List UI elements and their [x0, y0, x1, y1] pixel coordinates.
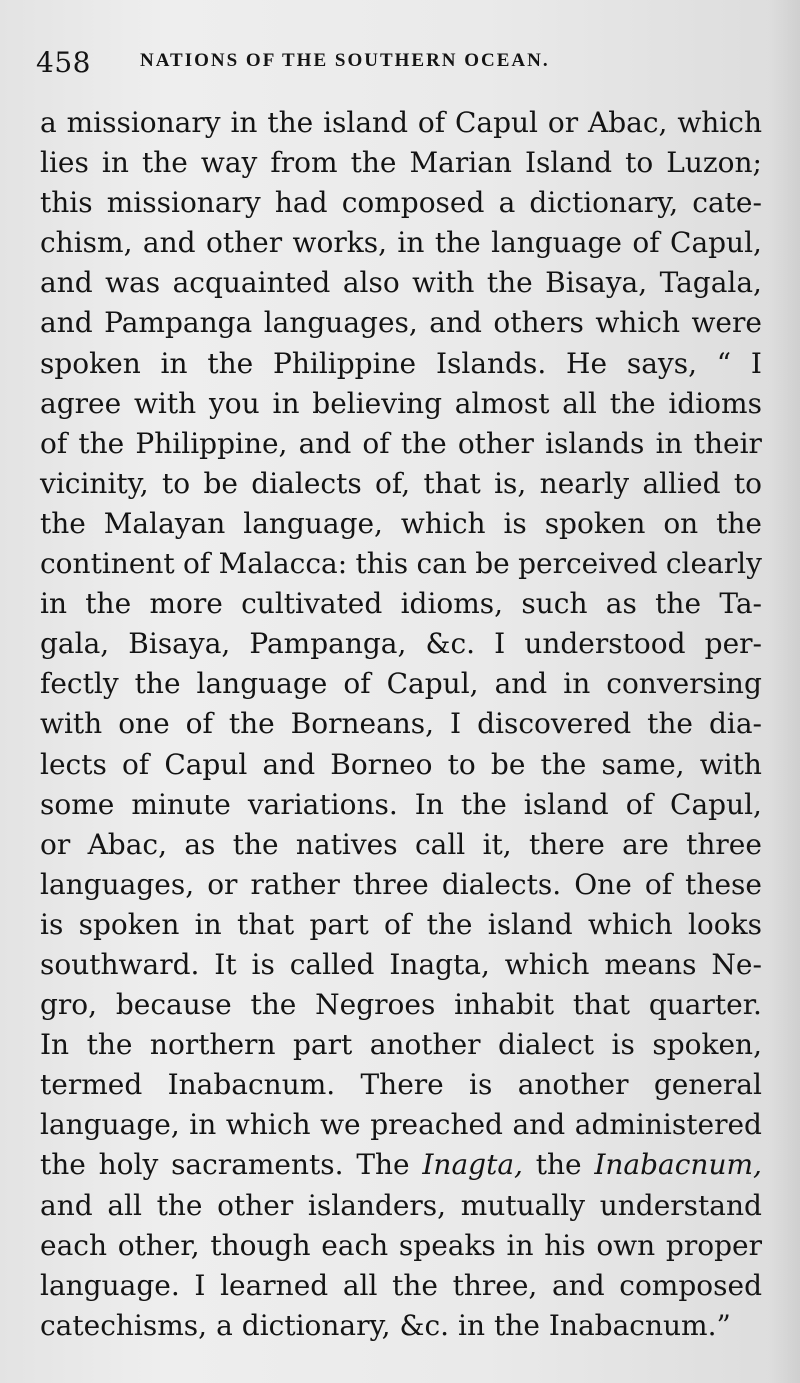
text-line: lects of Capul and Borneo to be the same, with [40, 747, 762, 781]
text-line: agree with you in believing almost all the idioms [40, 386, 762, 420]
text-line: gala, Bisaya, Pampanga, &c. I understood per- [40, 627, 762, 661]
text-line: and all the other islanders, mutually understand [40, 1188, 762, 1222]
text-line: language, in which we preached and administered [40, 1108, 762, 1142]
text-line: In the northern part another dialect is spoken, [40, 1028, 762, 1062]
text-line: in the more cultivated idioms, such as the Ta- [40, 587, 762, 621]
text-line: termed Inabacnum. There is another general [40, 1068, 762, 1102]
text-line: each other, though each speaks in his own proper [40, 1228, 762, 1262]
text-line: southward. It is called Inagta, which means Ne- [40, 947, 762, 981]
text-line: the Malayan language, which is spoken on the [40, 506, 762, 540]
page-number: 458 [36, 46, 91, 79]
page-header [36, 42, 676, 86]
text-line: languages, or rather three dialects. One of these [40, 867, 762, 901]
text-line: language. I learned all the three, and composed [40, 1268, 762, 1302]
text-line: chism, and other works, in the language of Capul, [40, 226, 762, 260]
running-head: NATIONS OF THE SOUTHERN OCEAN. [140, 50, 550, 71]
text-line: lies in the way from the Marian Island to Luzon; [40, 146, 762, 180]
text-line: continent of Malacca: this can be perceived clearly [40, 547, 762, 581]
text-line: this missionary had composed a dictionary, cate- [40, 186, 762, 220]
text-line: catechisms, a dictionary, &c. in the Inabacnum.” [40, 1308, 731, 1342]
body-text [40, 103, 762, 1346]
text-line: or Abac, as the natives call it, there are three [40, 827, 762, 861]
text-line: gro, because the Negroes inhabit that quarter. [40, 988, 762, 1022]
text-line: spoken in the Philippine Islands. He says, “ I [40, 346, 762, 380]
text-line: and Pampanga languages, and others which were [40, 306, 762, 340]
text-line: a missionary in the island of Capul or Abac, which [40, 106, 762, 139]
text-line: with one of the Borneans, I discovered the dia- [40, 707, 762, 741]
text-line: the holy sacraments. The Inagta, the Inabacnum, [40, 1148, 762, 1182]
text-line: and was acquainted also with the Bisaya, Tagala, [40, 266, 762, 300]
text-line: some minute variations. In the island of Capul, [40, 787, 762, 821]
text-line: is spoken in that part of the island which looks [40, 907, 762, 941]
text-line: of the Philippine, and of the other islands in their [40, 426, 762, 460]
text-line: fectly the language of Capul, and in conversing [40, 667, 762, 701]
text-line: vicinity, to be dialects of, that is, nearly allied to [40, 466, 762, 500]
